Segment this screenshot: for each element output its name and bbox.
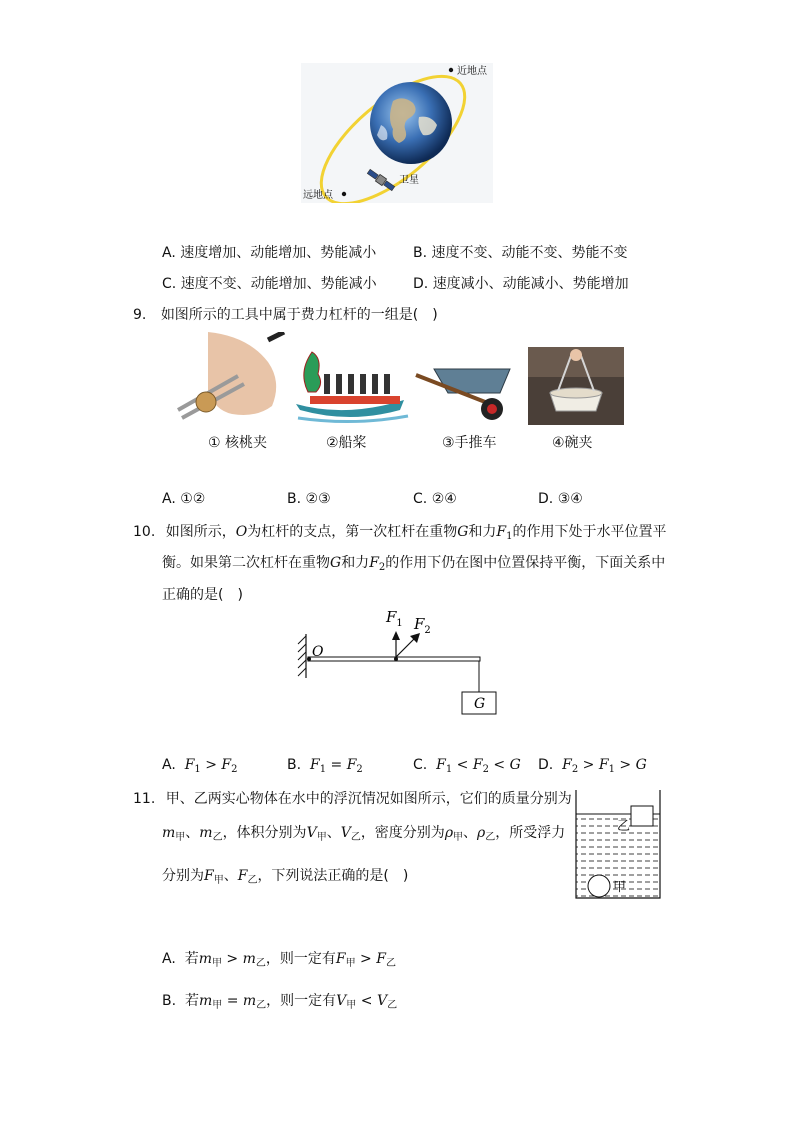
q10-option-a: A. $F_1 > F_2$: [162, 757, 238, 775]
pivot-label: O: [312, 644, 324, 660]
q8-option-d: D. 速度减小、动能减小、势能增加: [413, 276, 629, 292]
question-stem-text: 如图所示的工具中属于费力杠杆的一组是( ): [160, 307, 438, 323]
q11-stem-line-3: 分别为$F_甲$、$F_乙$，下列说法正确的是( ): [162, 868, 409, 886]
yi-label: 乙: [617, 818, 631, 833]
q9-caption-4: ④碗夹: [552, 435, 593, 451]
q9-option-d: D. ③④: [538, 491, 583, 507]
f1-label: $F_1$: [386, 608, 403, 629]
q9-option-c: C. ②④: [413, 491, 457, 507]
question-number: 11.: [133, 791, 156, 807]
wheelbarrow-image: [412, 345, 516, 425]
satellite-orbit-figure: [301, 63, 493, 203]
weight-label: G: [474, 696, 486, 712]
q10-stem-line-2: 衡。如果第二次杠杆在重物G和力$F_2$的作用下仍在图中位置保持平衡，下面关系中: [162, 555, 666, 573]
question-number: 10.: [133, 524, 156, 540]
q11-option-b: B. 若$m_甲 = m_乙$，则一定有$V_甲 < V_乙$: [162, 993, 398, 1011]
q10-option-d: D. $F_2 > F_1 > G$: [538, 757, 647, 775]
q8-option-c: C. 速度不变、动能增加、势能减小: [162, 276, 377, 292]
bowl-clamp-image: [528, 347, 624, 425]
q9-option-b: B. ②③: [287, 491, 331, 507]
q9-stem: [133, 304, 438, 324]
jia-label: 甲: [613, 879, 627, 894]
q10-stem-line-1: 10. 如图所示，O为杠杆的支点，第一次杠杆在重物G和力$F_1$的作用下处于水平位置平: [133, 524, 667, 542]
f2-label: $F_2$: [414, 615, 431, 636]
walnut-cracker-image: [168, 332, 286, 424]
arrow-up-icon: [392, 631, 400, 640]
q9-caption-3: ③手推车: [442, 435, 497, 451]
q9-caption-1: ① 核桃夹: [208, 435, 268, 451]
q11-option-a: A. 若$m_甲 > m_乙$，则一定有$F_甲 > F_乙$: [162, 951, 396, 969]
q9-option-a: A. ①②: [162, 491, 206, 507]
q8-option-a: A. 速度增加、动能增加、势能减小: [162, 245, 377, 261]
q10-option-c: C. $F_1 < F_2 < G$: [413, 757, 521, 775]
satellite-label: 卫星: [399, 175, 419, 186]
q11-stem-line-1: 11. 甲、乙两实心物体在水中的浮沉情况如图所示，它们的质量分别为: [133, 791, 572, 807]
earth-icon: [370, 82, 452, 164]
q9-caption-2: ②船桨: [326, 435, 367, 451]
perigee-label: 近地点: [457, 66, 487, 77]
apogee-label: 远地点: [303, 190, 333, 201]
dragon-boat-image: [290, 334, 410, 424]
q8-option-b: B. 速度不变、动能不变、势能不变: [413, 245, 628, 261]
q10-option-b: B. $F_1 = F_2$: [287, 757, 363, 775]
lever-diagram: [292, 604, 512, 722]
q10-stem-line-3: 正确的是( ): [162, 587, 243, 603]
q11-stem-line-2: $m_甲$、$m_乙$，体积分别为$V_甲$、$V_乙$，密度分别为$\rho_甲$、$\rho_乙$，所受浮力: [162, 825, 566, 843]
question-number: 9.: [133, 307, 147, 323]
buoyancy-container-diagram: [573, 788, 663, 902]
